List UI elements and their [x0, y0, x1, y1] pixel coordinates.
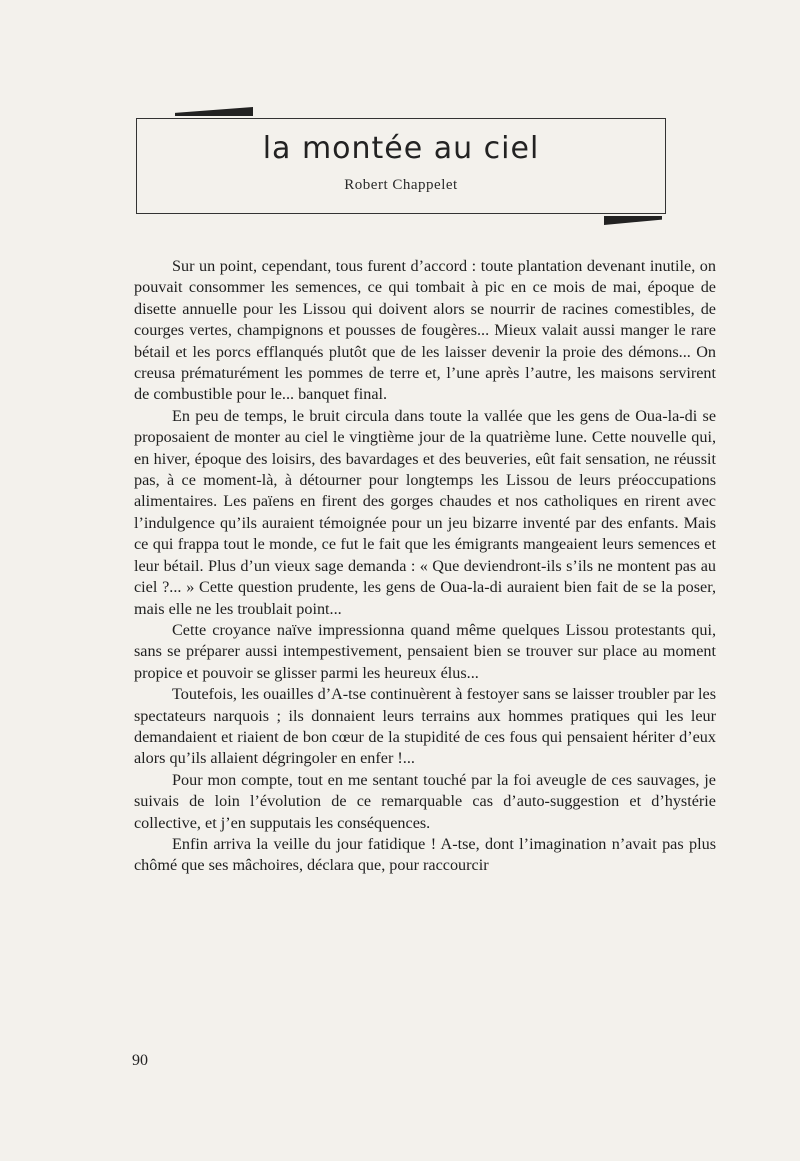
paragraph: Toutefois, les ouailles d’A-tse continuèrent à festoyer sans se laisser troubler par les spectateurs narquois ; ils donnaient leurs terrains aux hommes pratiques qui les leur demandaient et riaient de bon cœur de la stupidité de ces fous qui pensaient hériter d’eux alors qu’ils allaient dégringoler en enfer !...: [134, 685, 716, 768]
page-number: 90: [132, 1052, 148, 1069]
article-author: Robert Chappelet: [344, 177, 458, 193]
paragraph: Sur un point, cependant, tous furent d’accord : toute plantation devenant inutile, on pouvait consommer les semences, ce qui tombait à pic en ce mois de mai, époque de disette annuelle pour les Lissou qui doivent alors se nourrir de racines comestibles, de courges vertes, champignons et pousses de fougères... Mieux valait aussi manger le rare bétail et les porcs efflanqués plutôt que de les laisser devenir la proie des démons... On creusa prématurément les pommes de terre et, l’une après l’autre, les maisons servirent de combustible pour le... banquet final.: [134, 257, 716, 404]
paragraph: Pour mon compte, tout en me sentant touché par la foi aveugle de ces sauvages, je suivais de loin l’évolution de ce remarquable cas d’auto-suggestion et d’hystérie collective, et j’en supputais les conséquences.: [134, 770, 716, 832]
paragraph: Cette croyance naïve impressionna quand même quelques Lissou protestants qui, sans se préparer aussi intempestivement, pensaient bien se trouver sur place au moment propice et pouvoir se glisser parmi les heureux élus...: [134, 620, 716, 682]
decorative-tab-top: [175, 107, 253, 116]
paragraph: En peu de temps, le bruit circula dans toute la vallée que les gens de Oua-la-di se proposaient de monter au ciel le vingtième jour de la quatrième lune. Cette nouvelle qui, en hiver, époque des loisirs, des bavardages et des beuveries, eût fait sensation, ne réussit pas, à ce moment-là, à détourner pour longtemps les Lissou de leurs préoccupations alimentaires. Les païens en firent des gorges chaudes et nos catholiques en rirent avec l’indulgence qu’ils auraient témoignée pour un jeu bizarre inventé par des enfants. Mais ce qui frappa tout le monde, ce fut le fait que les émigrants mangeaient leurs semences et leur bétail. Plus d’un vieux sage demanda : « Que deviendront-ils s’ils ne montent pas au ciel ?... » Cette question prudente, les gens de Oua-la-di auraient bien fait de se la poser, mais elle ne les troublait point...: [134, 406, 716, 618]
decorative-tab-bottom: [604, 216, 662, 225]
article-body: [134, 256, 716, 877]
paragraph: Enfin arriva la veille du jour fatidique ! A-tse, dont l’imagination n’avait pas plus chômé que ses mâchoires, déclara que, pour raccourcir: [134, 834, 716, 875]
article-title: la montée au ciel: [262, 131, 540, 166]
